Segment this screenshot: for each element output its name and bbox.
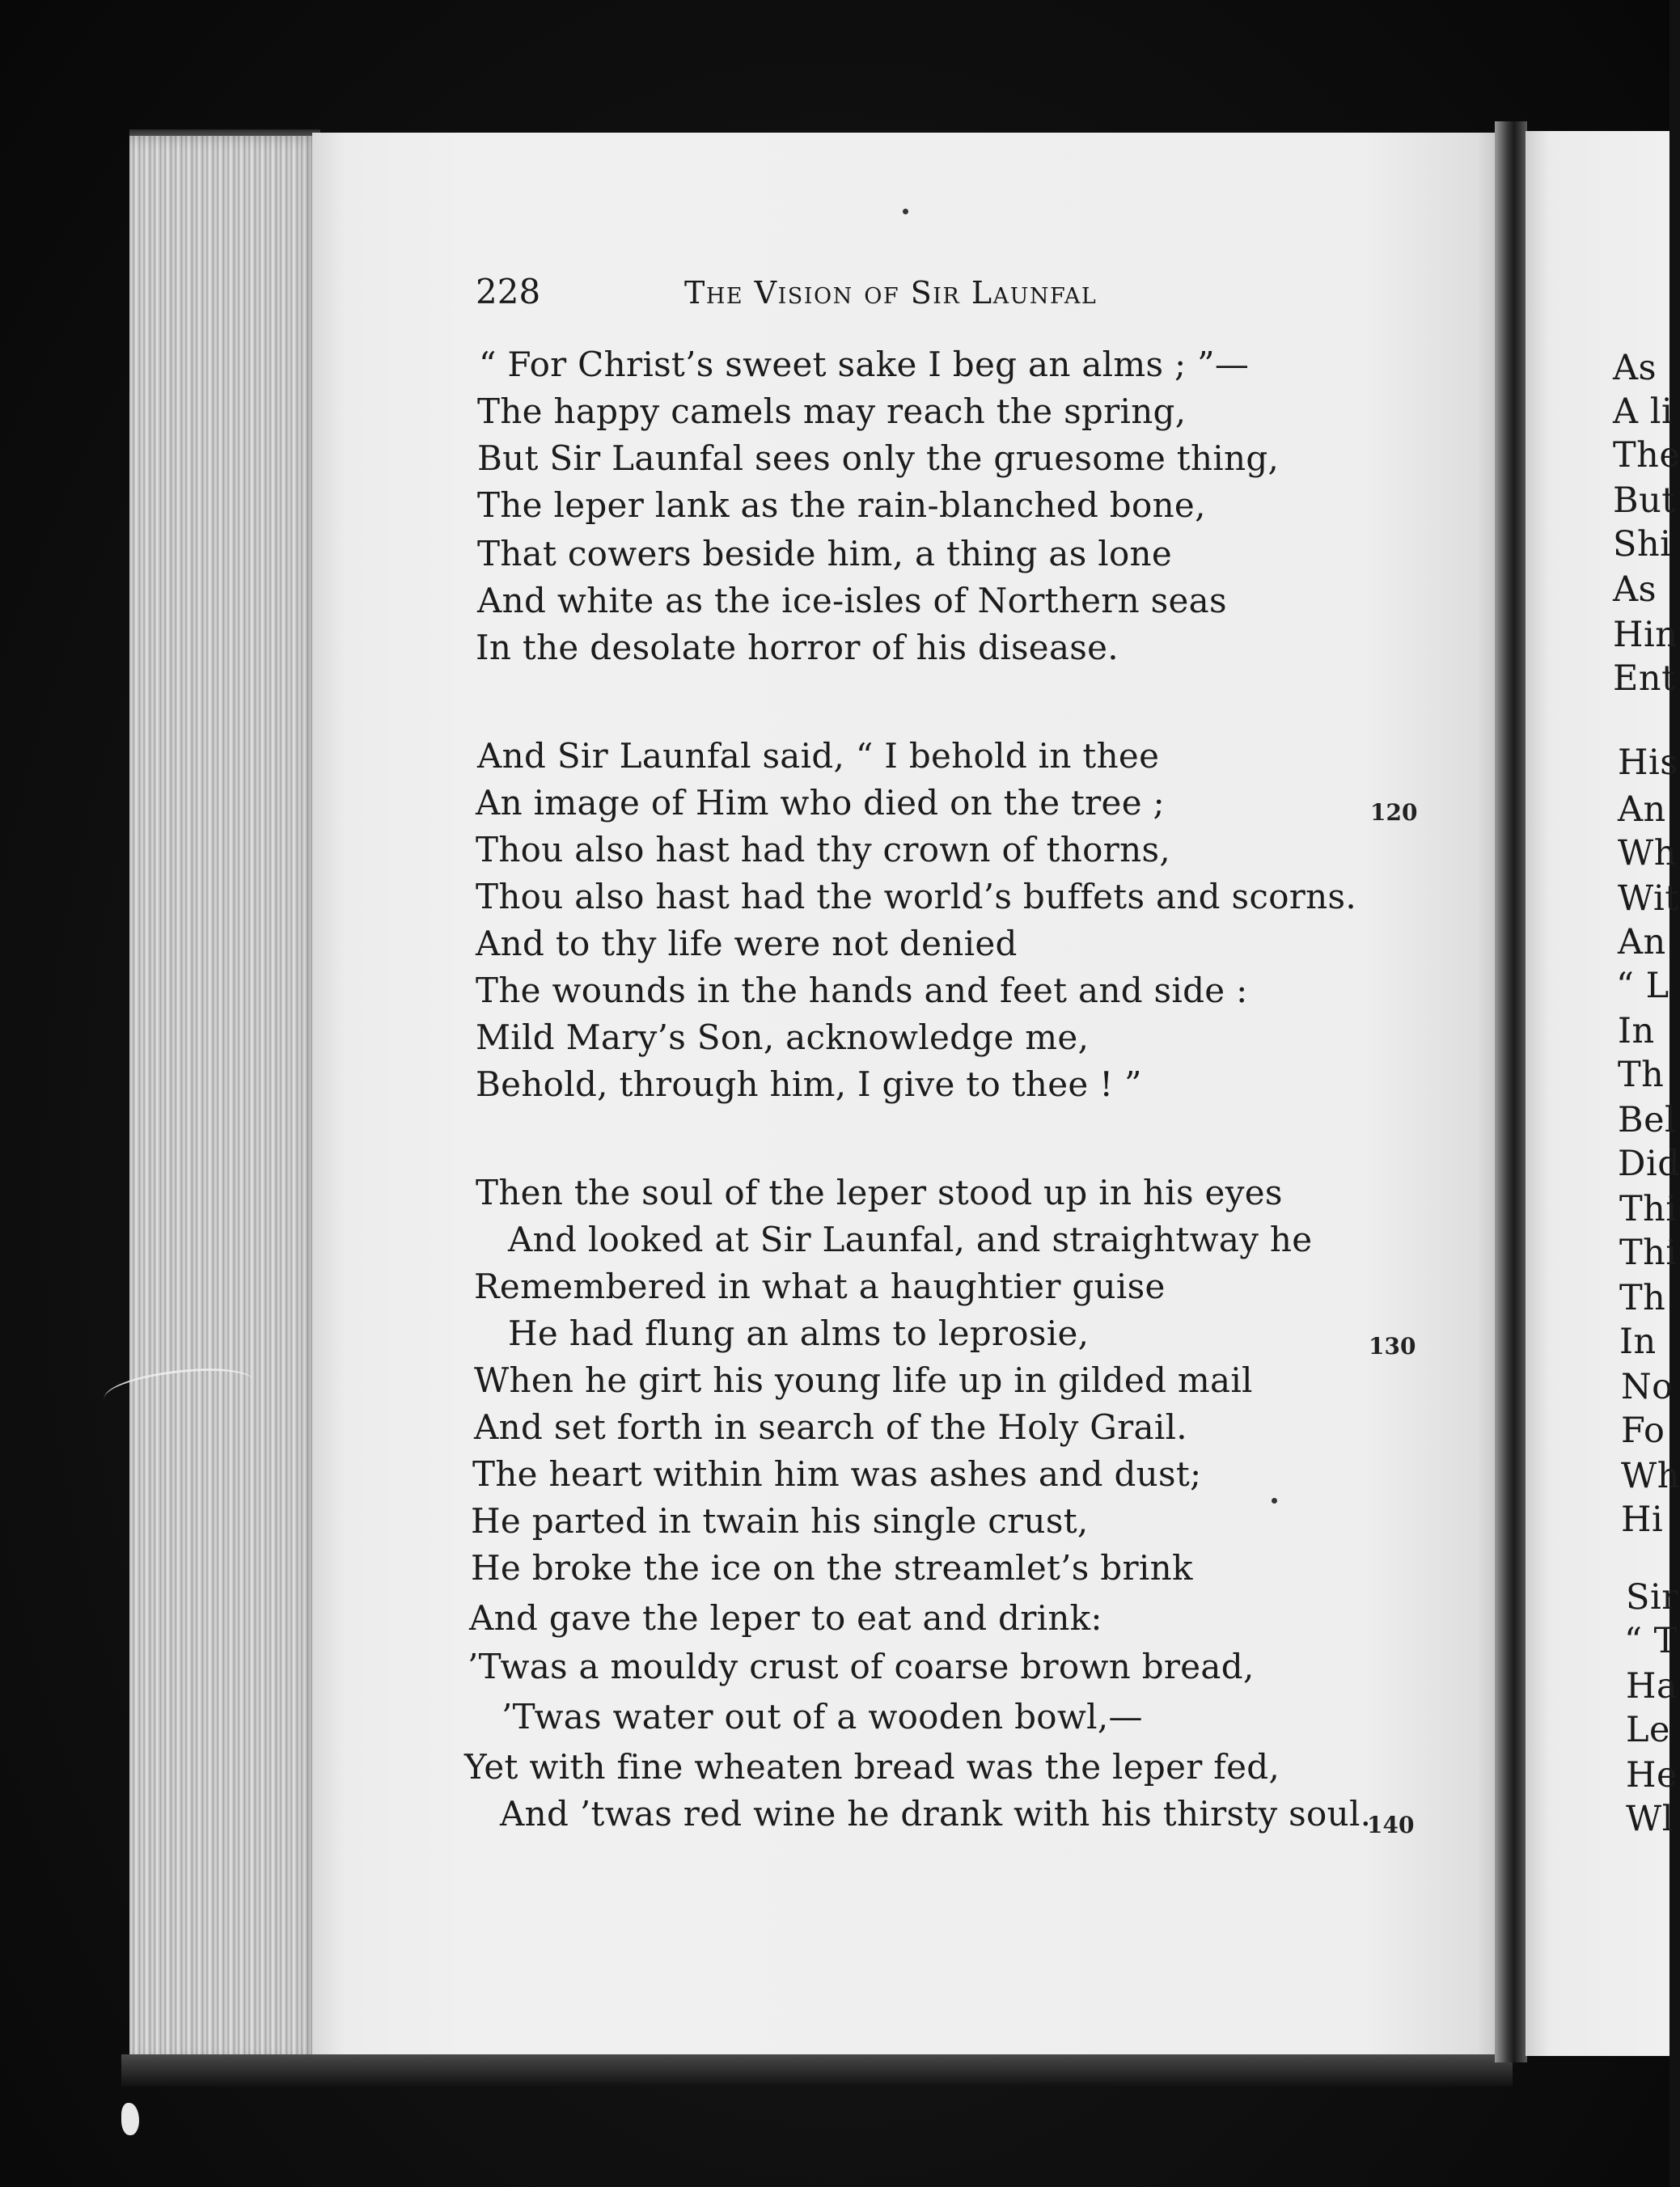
facing-page-line-fragment: Le (1626, 1710, 1671, 1750)
facing-page-line-fragment: “ T (1624, 1621, 1678, 1661)
facing-page-line-fragment: Wl (1626, 1799, 1674, 1839)
print-speck (903, 209, 908, 214)
facing-page-line-fragment: In (1619, 1322, 1657, 1362)
book-bottom-shadow (121, 2054, 1513, 2087)
verse-line: He had flung an alms to leprosie, (508, 1313, 1090, 1353)
facing-page-line-fragment: “ L (1616, 966, 1669, 1006)
verse-line: And looked at Sir Launfal, and straightway he (508, 1220, 1313, 1259)
facing-page-line-fragment: Ha (1626, 1666, 1678, 1707)
facing-page-line-fragment: An (1618, 922, 1666, 962)
facing-page-line-fragment: The (1613, 435, 1680, 476)
verse-line: Yet with fine wheaten bread was the leper fed, (464, 1747, 1280, 1787)
verse-line: ’Twas water out of a wooden bowl,— (501, 1697, 1143, 1736)
facing-page-line-fragment: Did (1618, 1144, 1680, 1184)
verse-line: Mild Mary’s Son, acknowledge me, (476, 1017, 1090, 1057)
verse-line: The leper lank as the rain-blanched bone, (477, 485, 1206, 525)
page-number: 228 (476, 272, 541, 311)
verse-line: And set forth in search of the Holy Grail. (474, 1407, 1187, 1447)
verse-line: He broke the ice on the streamlet’s brink (471, 1548, 1193, 1588)
verse-line: But Sir Launfal sees only the gruesome thing, (477, 438, 1280, 478)
facing-page-line-fragment: Bel (1618, 1100, 1677, 1140)
verse-line: Thou also hast had the world’s buffets and scorns. (476, 877, 1357, 916)
facing-page-line-fragment: As (1613, 569, 1657, 610)
facing-page-line-fragment: His (1618, 742, 1678, 783)
verse-line: Behold, through him, I give to thee ! ” (476, 1064, 1142, 1104)
facing-page-line-fragment: Hin (1613, 615, 1678, 655)
verse-line: And white as the ice-isles of Northern seas (477, 581, 1227, 620)
verse-line: ’Twas a mouldy crust of coarse brown bread, (468, 1647, 1255, 1686)
verse-line: When he girt his young life up in gilded mail (474, 1360, 1253, 1400)
facing-page-line-fragment: An (1618, 789, 1666, 830)
facing-page-line-fragment: Fo (1621, 1411, 1665, 1451)
facing-page-line-fragment: Th (1619, 1278, 1666, 1318)
verse-line: “ For Christ’s sweet sake I beg an alms ; ”— (479, 345, 1250, 384)
facing-page-line-fragment: Shi (1613, 524, 1672, 565)
facing-page-line-fragment: Wit (1618, 878, 1679, 919)
line-number: 120 (1370, 799, 1418, 826)
facing-page-line-fragment: Sir (1626, 1577, 1679, 1618)
verse-line: And Sir Launfal said, “ I behold in thee (477, 736, 1160, 776)
facing-page-line-fragment: Thi (1619, 1189, 1678, 1229)
verse-line: The wounds in the hands and feet and side : (476, 971, 1248, 1010)
line-number: 140 (1367, 1812, 1415, 1838)
book-gutter (1495, 121, 1527, 2062)
verse-line: The heart within him was ashes and dust; (472, 1454, 1202, 1494)
verse-line: That cowers beside him, a thing as lone (477, 534, 1173, 573)
verse-line: The happy camels may reach the spring, (477, 391, 1187, 431)
facing-page-line-fragment: Thi (1619, 1233, 1678, 1273)
verse-line: And gave the leper to eat and drink: (469, 1598, 1102, 1638)
facing-page-line-fragment: But (1613, 480, 1677, 521)
stacked-page-edges (129, 136, 320, 2062)
facing-page-line-fragment: In (1618, 1011, 1655, 1051)
line-number: 130 (1369, 1333, 1416, 1360)
facing-page-line-fragment: No (1621, 1367, 1674, 1407)
verse-line: Remembered in what a haughtier guise (474, 1267, 1166, 1306)
facing-page-line-fragment: Wh (1621, 1456, 1680, 1496)
print-speck (1272, 1498, 1277, 1504)
facing-page-line-fragment: Ent (1613, 658, 1676, 699)
facing-page-line-fragment: Wh (1618, 833, 1677, 874)
verse-line: An image of Him who died on the tree ; (476, 783, 1165, 823)
verse-line: Then the soul of the leper stood up in his eyes (476, 1173, 1283, 1212)
facing-page-line-fragment: He (1626, 1755, 1678, 1796)
facing-page-line-fragment: Th (1618, 1055, 1665, 1095)
verse-line: And to thy life were not denied (476, 924, 1018, 963)
facing-page-line-fragment: Hi (1621, 1500, 1664, 1540)
verse-line: In the desolate horror of his disease. (476, 628, 1119, 667)
verse-line: He parted in twain his single crust, (471, 1501, 1089, 1541)
scan-blot-mark (121, 2103, 139, 2135)
verse-line: Thou also hast had thy crown of thorns, (476, 830, 1170, 869)
book-title: The Vision of Sir Launfal (684, 275, 1098, 311)
facing-page-line-fragment: A li (1613, 391, 1674, 432)
facing-page-line-fragment: As (1613, 348, 1657, 388)
running-head (476, 272, 1160, 320)
verse-line: And ’twas red wine he drank with his thirsty soul. (500, 1794, 1372, 1834)
